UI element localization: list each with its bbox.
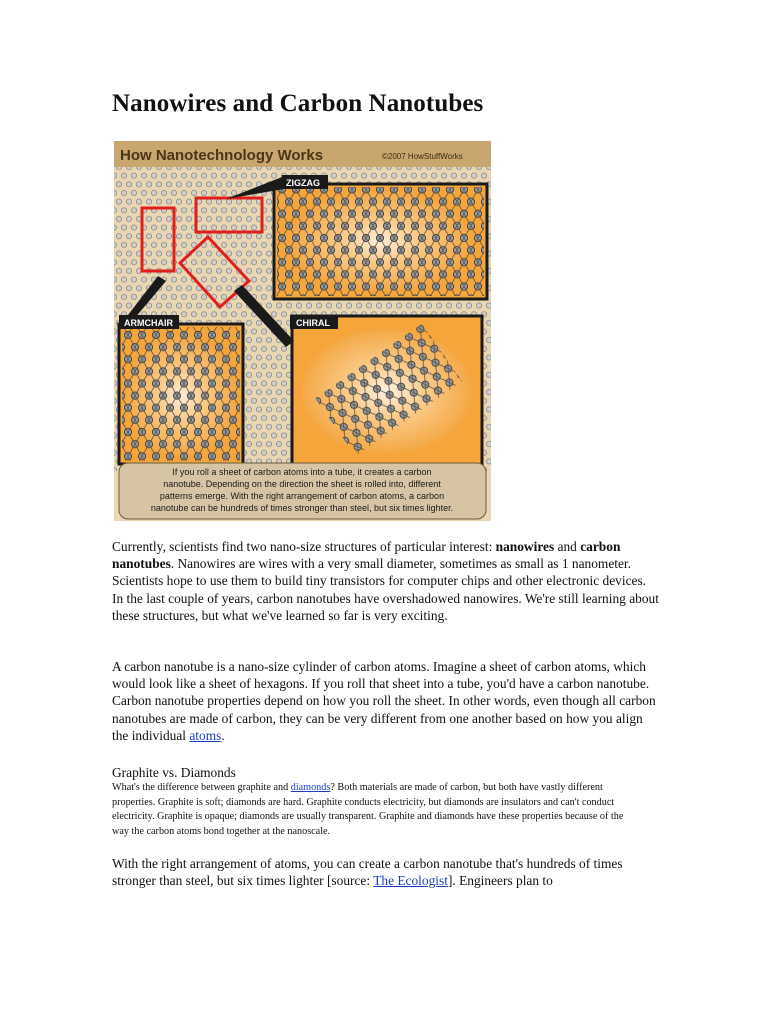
nanotube-illustration (114, 141, 491, 521)
caption-line: patterns emerge. With the right arrangement of carbon atoms, a carbon (159, 491, 445, 501)
nanowires-term: nanowires (495, 539, 555, 554)
armchair-label: ARMCHAIR (124, 318, 173, 328)
strength-text: ]. Engineers plan to (447, 873, 553, 889)
diamonds-link[interactable]: diamonds (290, 782, 331, 793)
the-ecologist-link[interactable]: The Ecologist (373, 873, 448, 889)
page-title: Nanowires and Carbon Nanotubes (112, 90, 484, 117)
carbon-nanotubes-term: carbon nanotubes (112, 539, 621, 572)
nanotube-text: A carbon nanotube is a nano-size cylinder of carbon atoms. Imagine a sheet of carbon atoms, which would look like a sheet of hexagons. If you roll that sheet into a tube, you'd have a carbon nanotube. Carbon nanotube properties depend on how you roll the sheet. In other words, even though all carbon nanotubes are made of carbon, they can be very different from one another based on how you align the individual (112, 659, 656, 743)
sidebar-paragraph (112, 781, 627, 839)
zigzag-panel (274, 175, 487, 299)
chiral-label: CHIRAL (296, 318, 330, 328)
sidebar-heading: Graphite vs. Diamonds (112, 765, 236, 780)
caption-line: nanotube can be hundreds of times stronger than steel, but six times lighter. (150, 503, 454, 513)
figure-header-title: How Nanotechnology Works (120, 147, 324, 164)
armchair-panel (119, 315, 243, 464)
figure-copyright: ©2007 HowStuffWorks (382, 152, 463, 161)
nanotube-paragraph (112, 658, 660, 744)
figure-caption (119, 463, 486, 519)
zigzag-label: ZIGZAG (286, 178, 320, 188)
intro-text: and (554, 539, 581, 554)
strength-text: With the right arrangement of atoms, you can create a carbon nanotube that's hundreds of times stronger than steel, but six times lighter [source: (112, 856, 623, 889)
intro-text: . Nanowires are wires with a very small diameter, sometimes as small as 1 nanometer. Scientists hope to use them to build tiny transistors for computer chips and other electronic devices. In the last couple of years, carbon nanotubes have overshadowed nanowires. We're still learning about these structures, but what we've learned so far is very exciting. (112, 556, 659, 623)
intro-paragraph (112, 538, 660, 624)
sidebar-text: ? Both materials are made of carbon, but both have vastly different properties. Graphite is soft; diamonds are hard. Graphite conducts electricity, but diamonds are insulators and can't conduct electricity. Graphite is opaque; diamonds are usually transparent. Graphite and diamonds have these properties because of the way the carbon atoms bond together at the nanoscale. (112, 782, 624, 837)
atoms-link[interactable]: atoms (189, 727, 222, 743)
caption-line: If you roll a sheet of carbon atoms into a tube, it creates a carbon (172, 467, 432, 477)
sidebar-text: What's the difference between graphite and (112, 782, 291, 793)
chiral-panel (290, 315, 482, 466)
strength-paragraph (112, 855, 660, 889)
caption-line: nanotube. Depending on the direction the sheet is rolled into, different (163, 479, 441, 489)
intro-text: Currently, scientists find two nano-size structures of particular interest: (112, 539, 496, 554)
nanotube-text-end: . (221, 727, 225, 743)
